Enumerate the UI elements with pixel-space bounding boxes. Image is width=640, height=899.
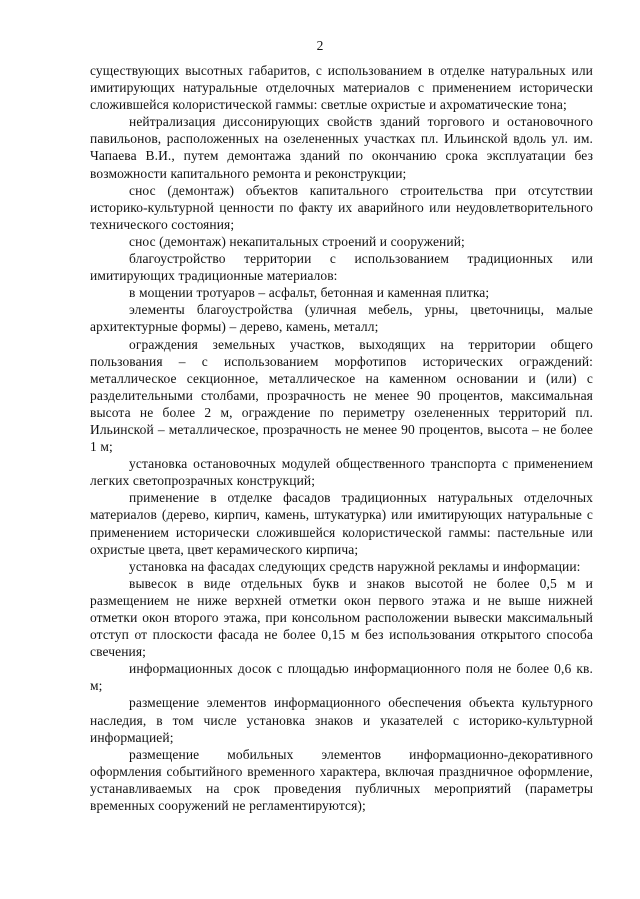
paragraph: в мощении тротуаров – асфальт, бетонная и каменная плитка;: [129, 285, 490, 301]
paragraph: нейтрализация диссонирующих свойств зданий торгового и остановочного павильонов, расположенных на озелененных участках пл. Ильинской вдоль ул. им. Чапаева В.И., путем демонтажа зданий по окончанию срока эксплуатации без возможности капитального ремонта и реконструкции;: [90, 114, 593, 181]
paragraph: размещение мобильных элементов информационно-декоративного оформления событийного временного характера, включая праздничное оформление, устанавливаемых на срок проведения публичных мероприятий (параметры временных сооружений не регламентируются);: [90, 746, 593, 814]
paragraph: информационных досок с площадью информационного поля не более 0,6 кв. м;: [90, 661, 593, 694]
document-body: [90, 62, 593, 814]
paragraph: применение в отделке фасадов традиционных натуральных отделочных материалов (дерево, кирпич, камень, штукатурка) или имитирующих натуральные с применением исторически сложившейся колористической гаммы: пастельные или охристые цвета, цвет керамического кирпича;: [90, 490, 593, 557]
paragraph: благоустройство территории с использованием традиционных или имитирующих традиционные материалов:: [90, 251, 593, 284]
paragraph: установка остановочных модулей общественного транспорта с применением легких светопрозрачных конструкций;: [90, 456, 593, 489]
paragraph: установка на фасадах следующих средств наружной рекламы и информации:: [129, 558, 581, 574]
page-number: 2: [316, 38, 324, 53]
paragraph: вывесок в виде отдельных букв и знаков высотой не более 0,5 м и размещением не ниже верхней отметки окон первого этажа и не выше нижней отметки окон второго этажа, при консольном расположении вывески максимальный отступ от плоскости фасада не более 0,15 м без использования открытого способа свечения;: [90, 575, 593, 660]
paragraph: существующих высотных габаритов, с использованием в отделке натуральных или имитирующих натуральные отделочных материалов с применением исторически сложившейся колористической гаммы: светлые охристые и ахроматические тона;: [90, 63, 593, 113]
paragraph: элементы благоустройства (уличная мебель, урны, цветочницы, малые архитектурные формы) – дерево, камень, металл;: [90, 302, 593, 335]
paragraph: размещение элементов информационного обеспечения объекта культурного наследия, в том числе установка знаков и указателей с историко-культурной информацией;: [90, 695, 593, 745]
paragraph: снос (демонтаж) объектов капитального строительства при отсутствии историко-культурной ценности по факту их аварийного или неудовлетворительного технического состояния;: [90, 182, 593, 232]
paragraph: ограждения земельных участков, выходящих на территории общего пользования – с использованием морфотипов исторических ограждений: металлическое секционное, металлическое на каменном основании и (или) с разделительными столбами, прозрачность не менее 90 процентов, максимальная высота не более 2 м, ограждение по периметру озелененных территорий пл. Ильинской – металлическое, прозрачность не менее 90 процентов, высота – не более 1 м;: [90, 336, 593, 455]
paragraph: снос (демонтаж) некапитальных строений и сооружений;: [129, 233, 465, 249]
